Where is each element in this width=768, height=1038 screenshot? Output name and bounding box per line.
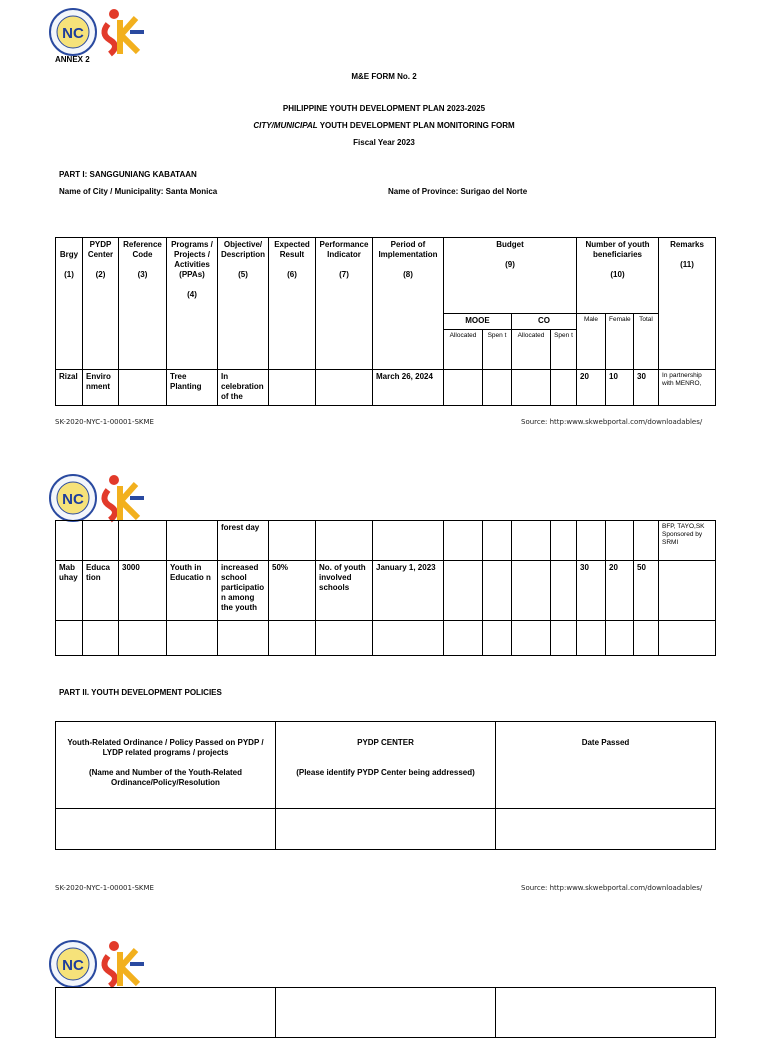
cell-co-spent [551,370,577,406]
table-row [56,561,716,621]
header-remarks: Remarks (11) [659,238,716,370]
plan-title: PHILIPPINE YOUTH DEVELOPMENT PLAN 2023-2025 [282,104,486,113]
header-budget: Budget (9) [444,238,577,314]
monitoring-table-page1 [55,237,716,406]
logo-nc-text: NC [62,25,84,42]
header-objective: Objective/ Description (5) [218,238,269,370]
header-pydp-center-policy: PYDP CENTER (Please identify PYDP Center being addressed) [276,722,496,809]
header-co: CO [512,314,577,330]
fiscal-year: Fiscal Year 2023 [353,138,415,147]
header-co-spent: Spen t [551,330,577,370]
cell-total: 30 [634,370,659,406]
part1-heading: PART I: SANGGUNIANG KABATAAN [59,170,197,179]
logo-nc-text: NC [62,491,84,508]
header-pydp-center: PYDP Center (2) [83,238,119,370]
table-row [56,521,716,561]
cell-mooe-spent [483,370,512,406]
header-ppas: Programs / Projects / Activities (PPAs) (4) [167,238,218,370]
header-female: Female [606,314,634,370]
cell-remarks: BFP, TAYO,SK Sponsored by SRMI [659,521,716,561]
footer-code: SK-2020-NYC-1-00001-SKME [55,418,154,426]
part2-heading: PART II. YOUTH DEVELOPMENT POLICIES [59,688,222,697]
table-row [56,809,716,850]
header-total: Total [634,314,659,370]
cell-male: 20 [577,370,606,406]
cell-co-allocated [512,370,551,406]
annex-label: ANNEX 2 [55,55,90,64]
footer-source: Source: http:www.skwebportal.com/downloadables/ [521,418,703,426]
cell-ppas: Tree Planting [167,370,218,406]
cell-period: January 1, 2023 [373,561,444,621]
cell-pydp: Enviro nment [83,370,119,406]
cell-objective: forest day [218,521,269,561]
cell-female: 10 [606,370,634,406]
city-label: Name of City / Municipality: Santa Monica [59,187,218,196]
monitoring-form-title [0,121,768,130]
cell-expected [269,370,316,406]
cell-male: 30 [577,561,606,621]
cell-expected: 50% [269,561,316,621]
header-brgy: Brgy (1) [56,238,83,370]
header-beneficiaries: Number of youth beneficiaries (10) [577,238,659,314]
policies-table-continued [55,987,716,1038]
header-ordinance: Youth-Related Ordinance / Policy Passed on PYDP / LYDP related programs / projects (Name and Number of the Youth-Related Ordinance/Policy/Resolution [56,722,276,809]
nyc-sk-logo [48,472,158,524]
cell-ref: 3000 [119,561,167,621]
cell-ref [119,370,167,406]
monitoring-rest: YOUTH DEVELOPMENT PLAN MONITORING FORM [317,121,515,130]
header-reference-code: Reference Code (3) [119,238,167,370]
table-row [56,988,716,1038]
header-expected-result: Expected Result (6) [269,238,316,370]
table-row [56,370,716,406]
header-co-allocated: Allocated [512,330,551,370]
cell-brgy: Mab uhay [56,561,83,621]
cell-female: 20 [606,561,634,621]
header-mooe-spent: Spen t [483,330,512,370]
header-performance-indicator: Performance Indicator (7) [316,238,373,370]
header-period: Period of Implementation (8) [373,238,444,370]
nyc-sk-logo [48,938,158,990]
monitoring-italic: CITY/MUNICIPAL [253,121,318,130]
cell-mooe-allocated [444,370,483,406]
header-mooe-allocated: Allocated [444,330,483,370]
province-label: Name of Province: Surigao del Norte [388,187,528,196]
nyc-sk-logo [48,6,158,58]
header-date-passed: Date Passed [496,722,716,809]
footer-source: Source: http:www.skwebportal.com/downloadables/ [521,884,703,892]
cell-total: 50 [634,561,659,621]
cell-brgy: Rizal [56,370,83,406]
form-number: M&E FORM No. 2 [351,72,417,81]
footer-code: SK-2020-NYC-1-00001-SKME [55,884,154,892]
header-male: Male [577,314,606,370]
monitoring-table-page2 [55,520,716,656]
cell-period: March 26, 2024 [373,370,444,406]
table-row [56,621,716,656]
cell-pydp: Educa tion [83,561,119,621]
cell-objective: increased school participatio n among the youth [218,561,269,621]
logo-nc-text: NC [62,957,84,974]
policies-table [55,721,716,850]
header-mooe: MOOE [444,314,512,330]
cell-objective: In celebration of the [218,370,269,406]
cell-performance: No. of youth involved schools [316,561,373,621]
cell-ppas: Youth in Educatio n [167,561,218,621]
cell-remarks: In partnership with MENRO, [659,370,716,406]
cell-performance [316,370,373,406]
